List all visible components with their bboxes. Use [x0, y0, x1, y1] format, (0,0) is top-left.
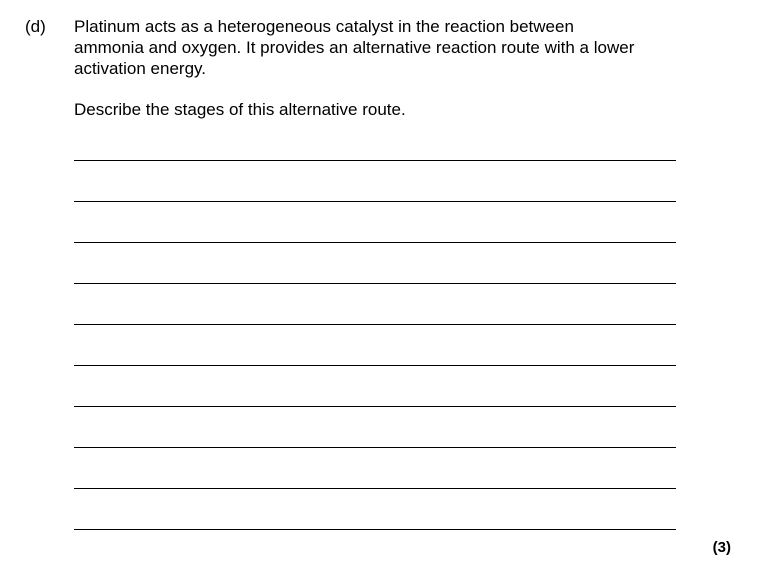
answer-line[interactable] — [74, 242, 676, 243]
answer-line[interactable] — [74, 201, 676, 202]
question-text — [74, 16, 714, 79]
question-part-label: (d) — [25, 17, 46, 36]
question-instruction: Describe the stages of this alternative route. — [74, 100, 406, 119]
answer-line[interactable] — [74, 283, 676, 284]
answer-line[interactable] — [74, 160, 676, 161]
answer-line[interactable] — [74, 488, 676, 489]
question-text-line: activation energy. — [74, 59, 206, 78]
answer-line[interactable] — [74, 365, 676, 366]
question-text-line: Platinum acts as a heterogeneous catalyst in the reaction between — [74, 17, 574, 36]
answer-line[interactable] — [74, 406, 676, 407]
answer-line[interactable] — [74, 529, 676, 530]
answer-line[interactable] — [74, 447, 676, 448]
marks-allocation: (3) — [712, 539, 731, 556]
question-text-line: ammonia and oxygen. It provides an alternative reaction route with a lower — [74, 38, 635, 57]
answer-line[interactable] — [74, 324, 676, 325]
